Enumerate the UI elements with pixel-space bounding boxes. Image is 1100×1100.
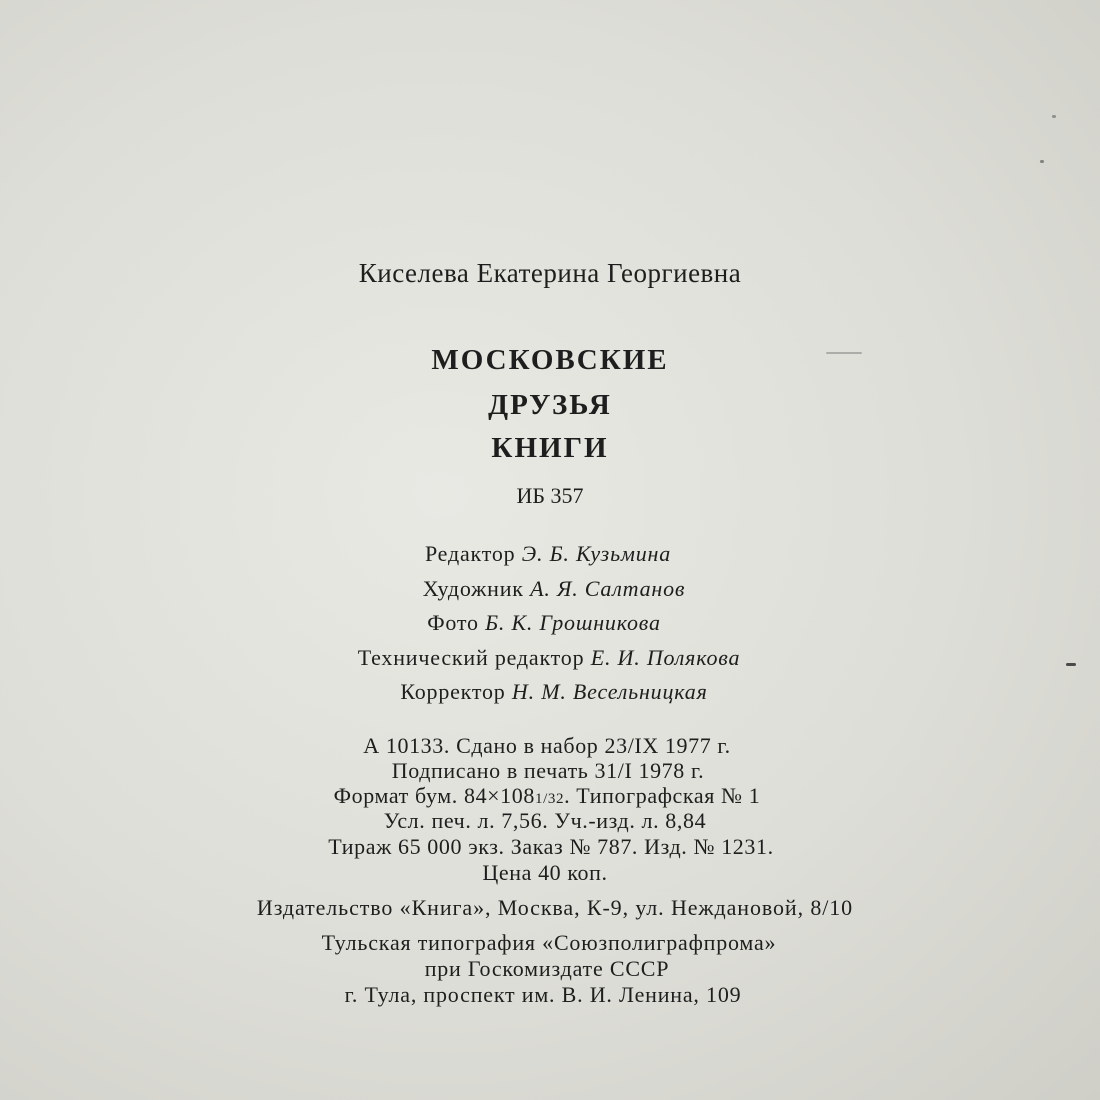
credit-role: Редактор: [424, 541, 516, 566]
printer-affiliation: при Госкомиздате СССР: [424, 956, 670, 981]
book-title-line-2: ДРУЗЬЯ: [488, 389, 612, 421]
credit-person: Б. К. Грошникова: [485, 610, 661, 635]
book-title-line-1: МОСКОВСКИЕ: [431, 344, 669, 376]
imprint-format: [0, 783, 1097, 809]
format-suffix: . Типографская № 1: [564, 783, 761, 808]
imprint-circulation: Тираж 65 000 экз. Заказ № 787. Изд. № 1231.: [328, 834, 774, 859]
credit-proofreader: [4, 679, 1100, 705]
ib-number: ИБ 357: [516, 483, 584, 508]
book-title-line-3: КНИГИ: [491, 432, 609, 464]
credit-technical-editor: [0, 645, 1099, 671]
printer-name: Тульская типография «Союзполиграфпрома»: [321, 930, 777, 955]
credit-artist: [4, 576, 1100, 602]
imprint-sheets: Усл. печ. л. 7,56. Уч.-изд. л. 8,84: [383, 808, 707, 833]
author-name: Киселева Екатерина Георгиевна: [358, 258, 742, 288]
imprint-typesetting: А 10133. Сдано в набор 23/IX 1977 г.: [363, 733, 731, 758]
printer-address: г. Тула, проспект им. В. И. Ленина, 109: [344, 982, 742, 1007]
publisher-address: Издательство «Книга», Москва, К-9, ул. Неждановой, 8/10: [256, 895, 854, 920]
imprint-price: Цена 40 коп.: [482, 860, 608, 885]
imprint-signed: Подписано в печать 31/I 1978 г.: [391, 758, 705, 783]
paper-speck: [1040, 160, 1044, 163]
paper-speck: [1052, 115, 1056, 118]
credit-role: Корректор: [400, 679, 506, 704]
credit-person: Е. И. Полякова: [590, 645, 741, 670]
credit-editor: [0, 541, 1098, 567]
credit-person: Н. М. Весельницкая: [511, 679, 708, 704]
credit-role: Художник: [422, 576, 524, 601]
format-prefix: Формат бум. 84×108: [333, 783, 535, 808]
format-fraction: 1/32: [534, 791, 565, 807]
credit-photo: [0, 610, 1094, 636]
credit-role: Технический редактор: [357, 645, 585, 670]
credit-person: А. Я. Салтанов: [530, 576, 686, 601]
credit-person: Э. Б. Кузьмина: [521, 541, 672, 566]
credit-role: Фото: [427, 610, 479, 635]
